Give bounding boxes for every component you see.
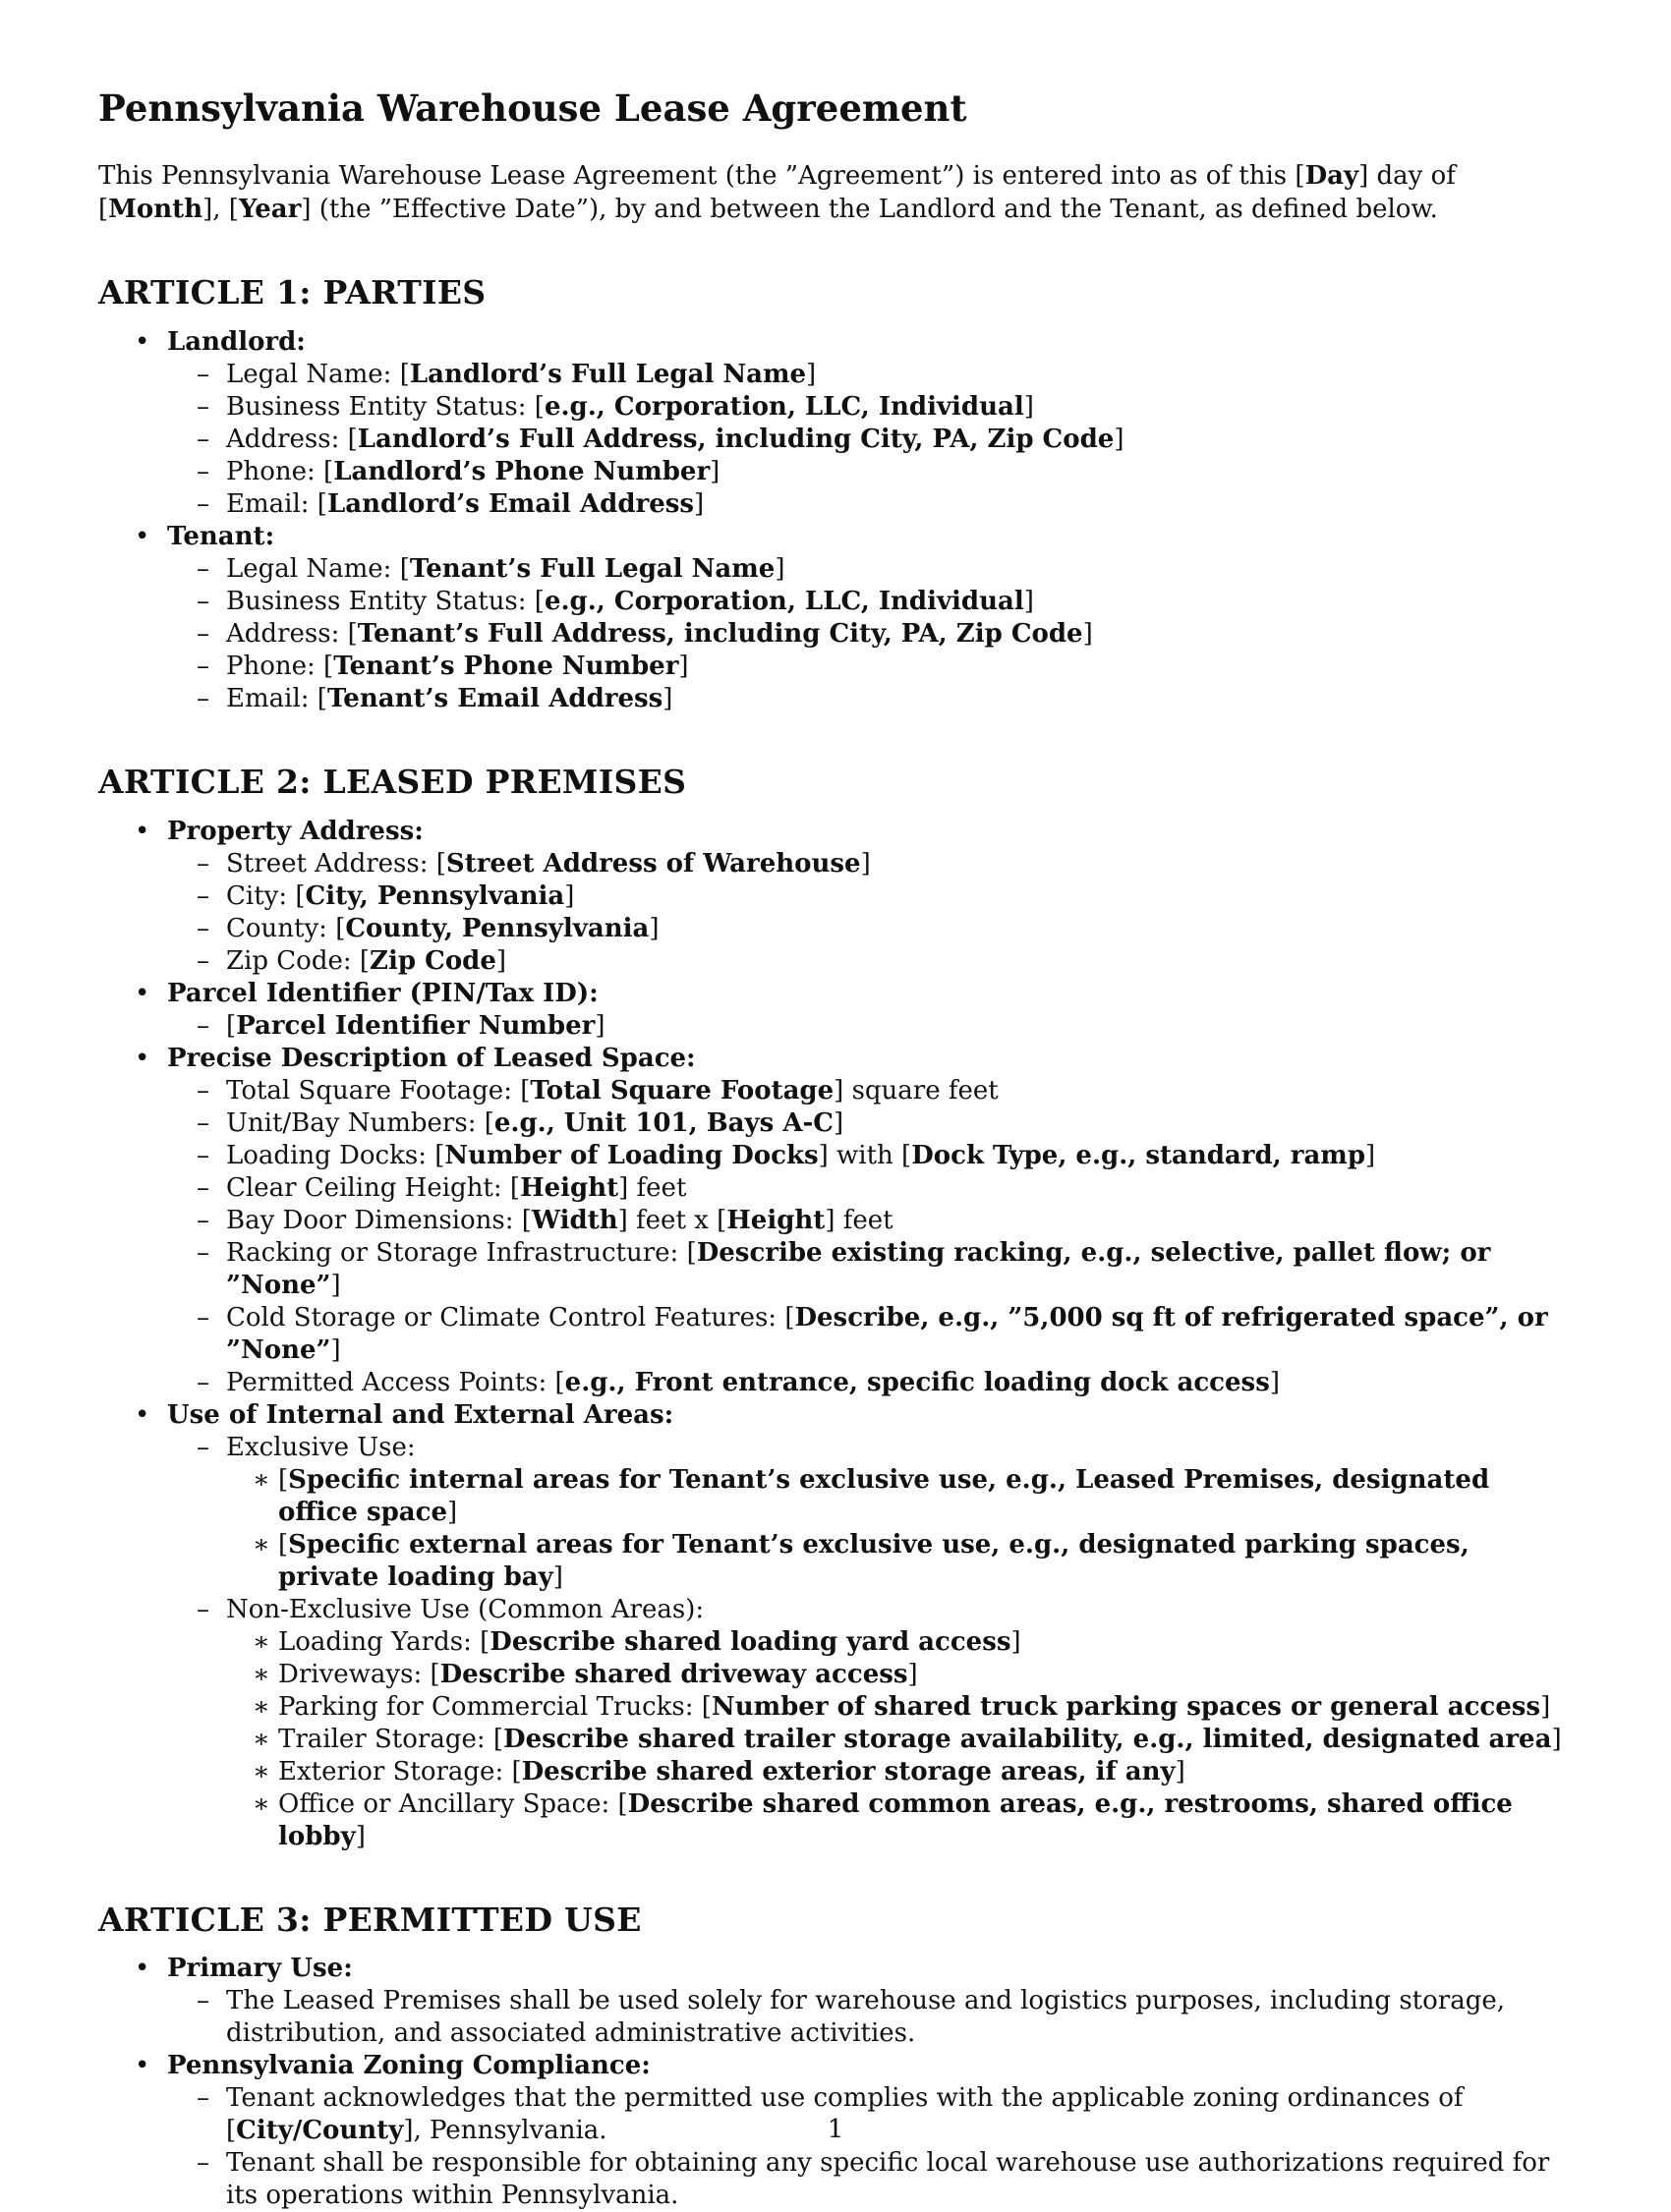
list-item-property-address <box>98 816 1575 978</box>
sub-sub-list <box>226 1464 1575 1594</box>
sub-item: – Legal Name: [Tenant’s Full Legal Name] <box>167 553 1575 586</box>
sub-item: – [Parcel Identifier Number] <box>167 1010 1575 1043</box>
sub-item: – Tenant shall be responsible for obtaining any specific local warehouse use authorizations required for its operations within Pennsylvania. <box>167 2147 1575 2212</box>
sub-item: – Email: [Landlord’s Email Address] <box>167 488 1575 521</box>
sub-sub-item: ∗ [Specific internal areas for Tenant’s exclusive use, e.g., Leased Premises, designated office space] <box>226 1464 1575 1529</box>
sub-item: – Total Square Footage: [Total Square Footage] square feet <box>167 1075 1575 1107</box>
sub-sub-item: ∗ Office or Ancillary Space: [Describe shared common areas, e.g., restrooms, shared office lobby] <box>226 1788 1575 1853</box>
article-item-list <box>98 1953 1575 2212</box>
sub-item: – Clear Ceiling Height: [Height] feet <box>167 1172 1575 1205</box>
sub-item: – Bay Door Dimensions: [Width] feet x [Height] feet <box>167 1205 1575 1237</box>
sub-item: – Business Entity Status: [e.g., Corporation, LLC, Individual] <box>167 391 1575 424</box>
sub-sub-item: ∗ Driveways: [Describe shared driveway access] <box>226 1659 1575 1691</box>
sub-sub-item: ∗ [Specific external areas for Tenant’s exclusive use, e.g., designated parking spaces, private loading bay] <box>226 1529 1575 1594</box>
document-title: Pennsylvania Warehouse Lease Agreement <box>98 86 967 130</box>
item-label: Parcel Identifier (PIN/Tax ID): <box>167 978 599 1008</box>
month-placeholder: Month <box>108 195 203 225</box>
item-label: Use of Internal and External Areas: <box>167 1399 674 1430</box>
article-heading: ARTICLE 1: PARTIES <box>98 273 487 312</box>
article-item-list <box>98 816 1575 1853</box>
sub-item: – Tenant acknowledges that the permitted use complies with the applicable zoning ordinances of [City/County], Pennsylvania. <box>167 2082 1575 2147</box>
sub-item: – Address: [Landlord’s Full Address, including City, PA, Zip Code] <box>167 424 1575 456</box>
list-item-leased-space-description <box>98 1043 1575 1399</box>
sub-sub-item: ∗ Loading Yards: [Describe shared loading yard access] <box>226 1626 1575 1659</box>
sub-item: – Unit/Bay Numbers: [e.g., Unit 101, Bays A-C] <box>167 1107 1575 1140</box>
sub-list <box>167 553 1575 715</box>
sub-item: – Cold Storage or Climate Control Features: [Describe, e.g., ”5,000 sq ft of refrigerated space”, or ”None”] <box>167 1302 1575 1367</box>
sub-sub-item: ∗ Trailer Storage: [Describe shared trailer storage availability, e.g., limited, designated area] <box>226 1724 1575 1756</box>
intro-text: ] (the ”Effective Date”), by and between the Landlord and the Tenant, as defined below. <box>301 195 1438 225</box>
article-heading: ARTICLE 2: LEASED PREMISES <box>98 762 687 801</box>
list-item-internal-external-areas <box>98 1399 1575 1853</box>
intro-text: This Pennsylvania Warehouse Lease Agreement (the ”Agreement”) is entered into as of this [ <box>98 161 1305 192</box>
year-placeholder: Year <box>238 195 302 225</box>
article-2-leased-premises <box>98 763 1575 1853</box>
list-item-primary-use <box>98 1953 1575 2050</box>
sub-item: – Street Address: [Street Address of Warehouse] <box>167 848 1575 880</box>
sub-item: – Legal Name: [Landlord’s Full Legal Name] <box>167 359 1575 391</box>
article-3-permitted-use <box>98 1900 1575 2212</box>
sub-sub-list <box>226 1626 1575 1853</box>
sub-item-non-exclusive-use: – Non-Exclusive Use (Common Areas): ∗ Loading Yards: [Describe shared loading yard access] ∗ Driveways: [Describe shared driveway access] ∗ Parking for Commercial Trucks: [Number of shared truck parking spaces or general access] ∗ Trailer Storage: [Describe shared trailer storage availability, e.g., limited, designated area] ∗ Exterior Storage: [Describe shared exterior storage areas, if any] ∗ Office or Ancillary Space: [Describe shared common areas, e.g., restrooms, shared office lobby] <box>167 1594 1575 1853</box>
item-label: Property Address: <box>167 816 424 846</box>
sub-sub-item: ∗ Exterior Storage: [Describe shared exterior storage areas, if any] <box>226 1756 1575 1788</box>
sub-list <box>167 1075 1575 1399</box>
intro-text: ] day of [ <box>98 161 1456 225</box>
sub-list <box>167 1985 1575 2050</box>
sub-list <box>167 848 1575 978</box>
sub-item: – Business Entity Status: [e.g., Corporation, LLC, Individual] <box>167 586 1575 618</box>
article-heading: ARTICLE 3: PERMITTED USE <box>98 1900 642 1939</box>
sub-sub-item: ∗ Parking for Commercial Trucks: [Number of shared truck parking spaces or general access] <box>226 1691 1575 1724</box>
intro-text: ], [ <box>202 195 239 225</box>
item-label: Landlord: <box>167 326 306 357</box>
sub-list <box>167 1010 1575 1043</box>
sub-item: – County: [County, Pennsylvania] <box>167 913 1575 945</box>
list-item-parcel-identifier <box>98 978 1575 1043</box>
sub-list <box>167 359 1575 521</box>
item-label: Tenant: <box>167 521 275 551</box>
sub-item: – Phone: [Landlord’s Phone Number] <box>167 456 1575 488</box>
sub-item: – The Leased Premises shall be used solely for warehouse and logistics purposes, including storage, distribution, and associated administrative activities. <box>167 1985 1575 2050</box>
list-item-tenant <box>98 521 1575 715</box>
article-item-list <box>98 326 1575 715</box>
sub-item-exclusive-use: – Exclusive Use: ∗ [Specific internal areas for Tenant’s exclusive use, e.g., Leased Premises, designated office space] ∗ [Specific external areas for Tenant’s exclusive use, e.g., designated parking spaces, private loading bay] <box>167 1432 1575 1594</box>
article-1-parties <box>98 273 1575 715</box>
item-label: Precise Description of Leased Space: <box>167 1043 696 1073</box>
item-label: Primary Use: <box>167 1954 353 1984</box>
document-page <box>98 86 1575 2212</box>
list-item-landlord <box>98 326 1575 521</box>
sub-item: – Email: [Tenant’s Email Address] <box>167 683 1575 715</box>
sub-item: – Phone: [Tenant’s Phone Number] <box>167 651 1575 683</box>
sub-item: – Zip Code: [Zip Code] <box>167 945 1575 978</box>
sub-item: – Permitted Access Points: [e.g., Front entrance, specific loading dock access] <box>167 1367 1575 1399</box>
item-label: Pennsylvania Zoning Compliance: <box>167 2051 651 2081</box>
intro-paragraph <box>98 159 1575 226</box>
sub-list <box>167 1432 1575 1853</box>
sub-list <box>167 2082 1575 2212</box>
page-number: 1 <box>827 2115 844 2144</box>
sub-item: – Racking or Storage Infrastructure: [Describe existing racking, e.g., selective, pallet flow; or ”None”] <box>167 1237 1575 1302</box>
sub-item: – City: [City, Pennsylvania] <box>167 880 1575 913</box>
sub-item: – Loading Docks: [Number of Loading Docks] with [Dock Type, e.g., standard, ramp] <box>167 1140 1575 1172</box>
day-placeholder: Day <box>1304 161 1359 192</box>
sub-item: – Address: [Tenant’s Full Address, including City, PA, Zip Code] <box>167 618 1575 651</box>
